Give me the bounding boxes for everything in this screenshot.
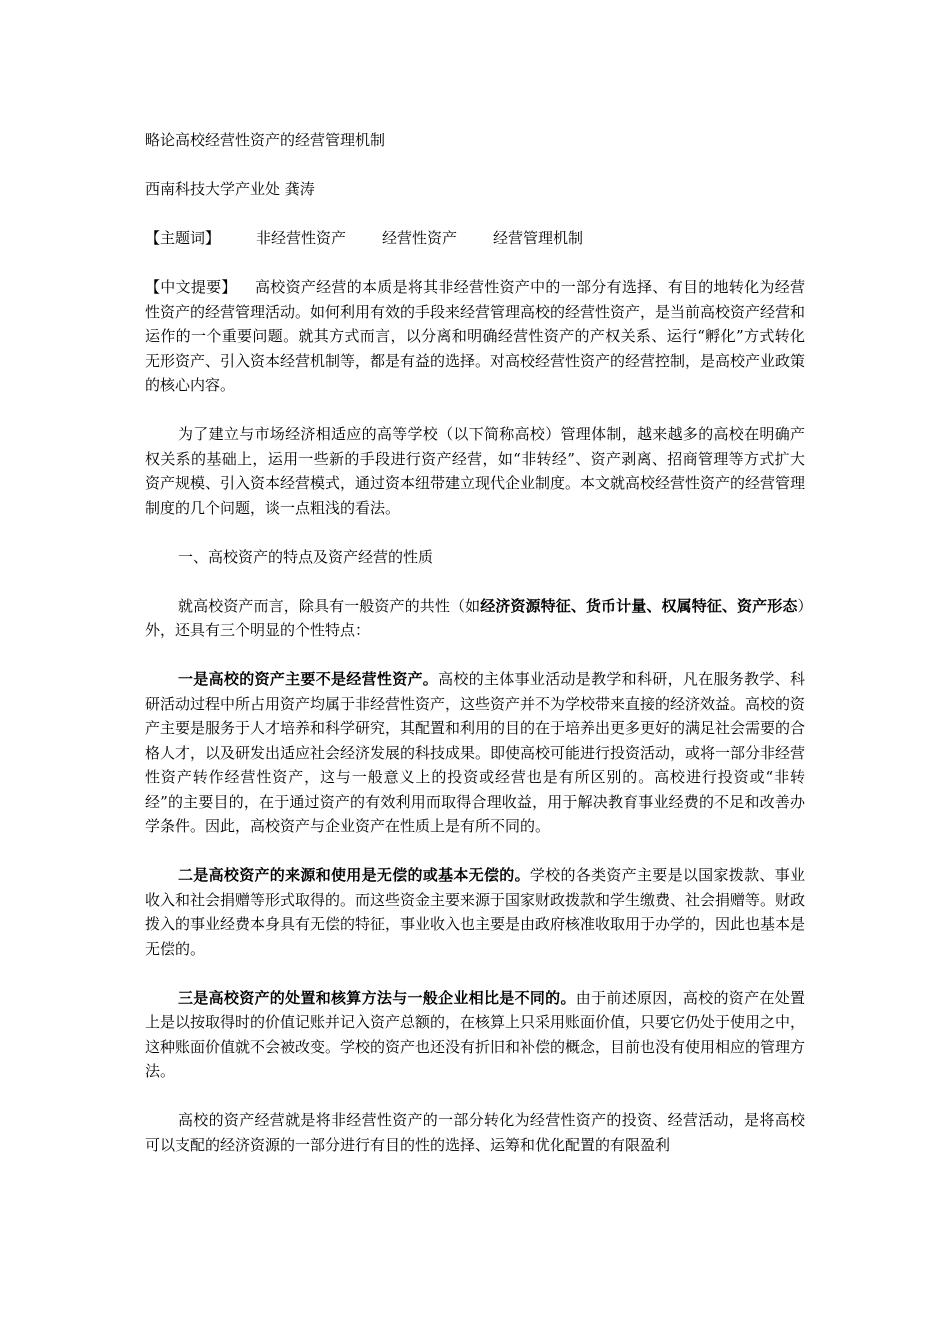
document-title: 略论高校经营性资产的经营管理机制 bbox=[145, 131, 386, 149]
point-two-heading: 二是高校资产的来源和使用是无偿的或基本无偿的。 bbox=[178, 866, 530, 884]
features-tail: ）外，还具有三个明显的个性特点： bbox=[145, 596, 805, 639]
abstract-paragraph bbox=[145, 275, 805, 398]
point-three-text: 由于前述原因，高校的资产在处置上是以按取得时的价值记账并记入资产总额的，在核算上只采用账面价值，只要它仍处于使用之中，这种账面价值就不会被改变。学校的资产也还没有折旧和补偿的概念，目前也没有使用相应的管理方法。 bbox=[145, 988, 806, 1080]
closing-paragraph: 高校的资产经营就是将非经营性资产的一部分转化为经营性资产的投资、经营活动，是将高校可以支配的经济资源的一部分进行有目的性的选择、运筹和优化配置的有限盈利 bbox=[145, 1111, 805, 1154]
keywords-label: 【主题词】 bbox=[145, 229, 221, 247]
features-lead: 就高校资产而言，除具有一般资产的共性（如 bbox=[178, 596, 481, 615]
abstract-text: 高校资产经营的本质是将其非经营性资产中的一部分有选择、有目的地转化为经营性资产的经营管理活动。如何利用有效的手段来经营管理高校的经营性资产，是当前高校资产经营和运作的一个重要问题。就其方式而言，以分离和明确经营性资产的产权关系、运行“孵化”方式转化无形资产、引入资本经营机制等，都是有益的选择。对高校经营性资产的经营控制，是高校产业政策的核心内容。 bbox=[145, 278, 806, 394]
keyword-item: 经营管理机制 bbox=[493, 229, 584, 247]
point-three-paragraph bbox=[145, 986, 805, 1084]
point-two-paragraph bbox=[145, 863, 805, 961]
keyword-item: 经营性资产 bbox=[382, 229, 458, 247]
section-heading: 一、高校资产的特点及资产经营的性质 bbox=[178, 547, 434, 566]
features-paragraph bbox=[145, 594, 805, 643]
point-one-heading: 一是高校的资产主要不是经营性资产。 bbox=[178, 670, 439, 688]
intro-paragraph: 为了建立与市场经济相适应的高等学校（以下简称高校）管理体制，越来越多的高校在明确产权关系的基础上，运用一些新的手段进行资产经营，如“非转经”、资产剥离、招商管理等方式扩大资产规模、引入资本经营模式，通过资本纽带建立现代企业制度。本文就高校经营性资产的经营管理制度的几个问题，谈一点粗浅的看法。 bbox=[145, 425, 806, 517]
point-one-paragraph bbox=[145, 667, 805, 839]
point-two-text: 学校的各类资产主要是以国家拨款、事业收入和社会捐赠等形式取得的。而这些资金主要来源于国家财政拨款和学生缴费、社会捐赠等。财政拨入的事业经费本身具有无偿的特征，事业收入也主要是由政府核准收取用于办学的，因此也基本是无偿的。 bbox=[145, 866, 806, 958]
author-line: 西南科技大学产业处 龚涛 bbox=[145, 180, 315, 198]
document-body bbox=[145, 128, 805, 1182]
point-one-text: 高校的主体事业活动是教学和科研，凡在服务教学、科研活动过程中所占用资产均属于非经营性资产，这些资产并不为学校带来直接的经济效益。高校的资产主要是服务于人才培养和科学研究，其配置和利用的目的在于培养出更多更好的满足社会需要的合格人才，以及研发出适应社会经济发展的科技成果。即使高校可能进行投资活动，或将一部分非经营性资产转作经营性资产，这与一般意义上的投资或经营也是有所区别的。高校进行投资或“非转经”的主要目的，在于通过资产的有效利用而取得合理收益，用于解决教育事业经费的不足和改善办学条件。因此，高校资产与企业资产在性质上是有所不同的。 bbox=[145, 670, 806, 835]
abstract-label: 【中文提要】 bbox=[145, 278, 237, 296]
keywords-line bbox=[145, 226, 805, 251]
point-three-heading: 三是高校资产的处置和核算方法与一般企业相比是不同的。 bbox=[178, 988, 576, 1007]
keyword-item: 非经营性资产 bbox=[256, 229, 347, 247]
features-bold: 经济资源特征、货币计量、权属特征、资产形态 bbox=[480, 596, 798, 615]
